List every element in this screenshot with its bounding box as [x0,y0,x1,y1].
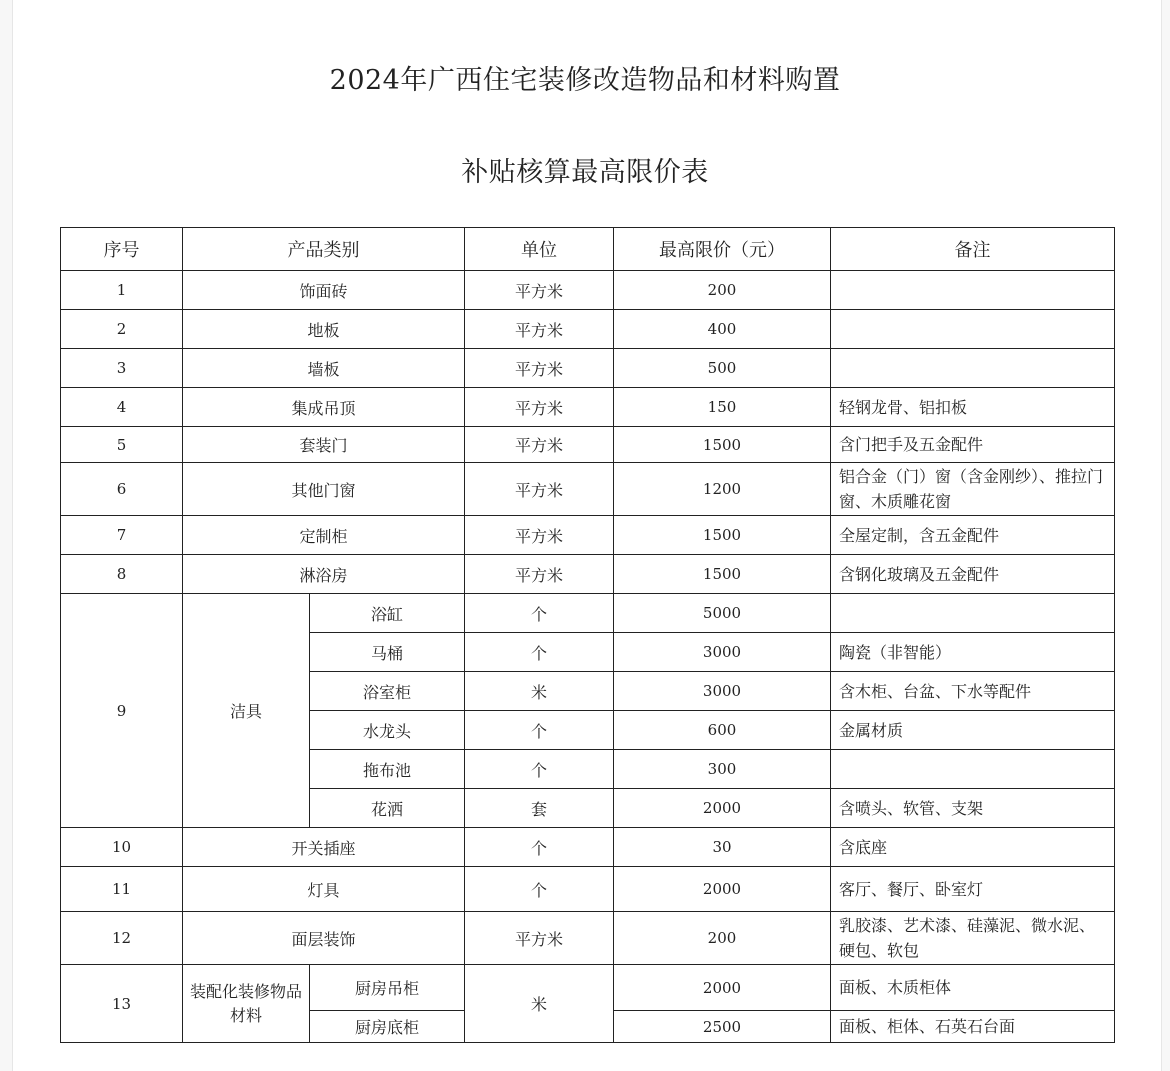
row-note: 含门把手及五金配件 [831,427,1115,463]
row-note: 客厅、餐厅、卧室灯 [831,867,1115,912]
row-no: 1 [61,271,183,310]
row-no: 2 [61,310,183,349]
document-title-line1: 2024年广西住宅装修改造物品和材料购置 [329,65,841,96]
row-price: 500 [614,349,831,388]
row-no: 8 [61,555,183,594]
row-no: 6 [61,463,183,516]
row-unit: 个 [465,594,614,633]
row-price: 200 [614,271,831,310]
row-price: 2000 [614,965,831,1011]
row-unit: 个 [465,867,614,912]
group-category: 装配化装修物品材料 [183,965,310,1043]
table-row [61,594,1115,633]
row-note: 铝合金（门）窗（含金刚纱）、推拉门窗、木质雕花窗 [831,463,1115,516]
document-title-line2: 补贴核算最高限价表 [461,157,709,188]
row-note [831,594,1115,633]
header-price: 最高限价（元） [614,228,831,271]
row-price: 2000 [614,789,831,828]
row-note: 全屋定制，含五金配件 [831,516,1115,555]
row-price: 5000 [614,594,831,633]
table-row [61,828,1115,867]
row-price: 150 [614,388,831,427]
row-unit: 平方米 [465,427,614,463]
row-price: 300 [614,750,831,789]
row-unit: 平方米 [465,912,614,965]
row-no: 7 [61,516,183,555]
table-row [61,427,1115,463]
row-no: 10 [61,828,183,867]
row-unit: 个 [465,828,614,867]
row-note: 金属材质 [831,711,1115,750]
subitem-name: 厨房吊柜 [310,965,465,1011]
row-unit: 米 [465,965,614,1043]
row-no: 12 [61,912,183,965]
row-note: 含底座 [831,828,1115,867]
row-unit: 平方米 [465,516,614,555]
row-category: 定制柜 [183,516,465,555]
header-note: 备注 [831,228,1115,271]
row-price: 2000 [614,867,831,912]
table-row [61,349,1115,388]
row-unit: 个 [465,633,614,672]
row-category: 其他门窗 [183,463,465,516]
price-limit-table [60,227,1115,1043]
table-row [61,555,1115,594]
row-note: 陶瓷（非智能） [831,633,1115,672]
subitem-name: 马桶 [310,633,465,672]
row-no: 9 [61,594,183,828]
row-category: 套装门 [183,427,465,463]
header-category: 产品类别 [183,228,465,271]
row-unit: 套 [465,789,614,828]
subitem-name: 厨房底柜 [310,1011,465,1043]
row-unit: 个 [465,711,614,750]
header-unit: 单位 [465,228,614,271]
row-note [831,750,1115,789]
header-no: 序号 [61,228,183,271]
row-category: 开关插座 [183,828,465,867]
row-unit: 平方米 [465,310,614,349]
row-unit: 平方米 [465,271,614,310]
row-note: 面板、木质柜体 [831,965,1115,1011]
row-category: 淋浴房 [183,555,465,594]
row-note [831,349,1115,388]
row-no: 5 [61,427,183,463]
row-no: 4 [61,388,183,427]
row-price: 30 [614,828,831,867]
row-note: 含木柜、台盆、下水等配件 [831,672,1115,711]
row-note [831,310,1115,349]
row-no: 13 [61,965,183,1043]
table-header-row [61,228,1115,271]
subitem-name: 浴缸 [310,594,465,633]
row-price: 200 [614,912,831,965]
row-price: 600 [614,711,831,750]
row-unit: 平方米 [465,349,614,388]
table-row [61,516,1115,555]
row-note: 含钢化玻璃及五金配件 [831,555,1115,594]
row-price: 1500 [614,555,831,594]
row-unit: 平方米 [465,555,614,594]
row-category: 饰面砖 [183,271,465,310]
row-price: 1500 [614,427,831,463]
row-unit: 平方米 [465,463,614,516]
row-unit: 平方米 [465,388,614,427]
group-category: 洁具 [183,594,310,828]
table-row [61,310,1115,349]
subitem-name: 花洒 [310,789,465,828]
table-row [61,271,1115,310]
table-row [61,463,1115,516]
row-category: 墙板 [183,349,465,388]
table-row [61,388,1115,427]
row-category: 灯具 [183,867,465,912]
row-no: 11 [61,867,183,912]
table-row [61,965,1115,1011]
subitem-name: 浴室柜 [310,672,465,711]
row-price: 2500 [614,1011,831,1043]
row-category: 面层装饰 [183,912,465,965]
row-note: 含喷头、软管、支架 [831,789,1115,828]
table-row [61,867,1115,912]
row-category: 集成吊顶 [183,388,465,427]
subitem-name: 拖布池 [310,750,465,789]
row-price: 1500 [614,516,831,555]
row-unit: 米 [465,672,614,711]
row-price: 3000 [614,672,831,711]
row-price: 400 [614,310,831,349]
row-price: 1200 [614,463,831,516]
row-note: 轻钢龙骨、铝扣板 [831,388,1115,427]
row-note [831,271,1115,310]
row-category: 地板 [183,310,465,349]
row-no: 3 [61,349,183,388]
row-unit: 个 [465,750,614,789]
row-price: 3000 [614,633,831,672]
table-row [61,912,1115,965]
row-note: 乳胶漆、艺术漆、硅藻泥、微水泥、硬包、软包 [831,912,1115,965]
subitem-name: 水龙头 [310,711,465,750]
row-note: 面板、柜体、石英石台面 [831,1011,1115,1043]
